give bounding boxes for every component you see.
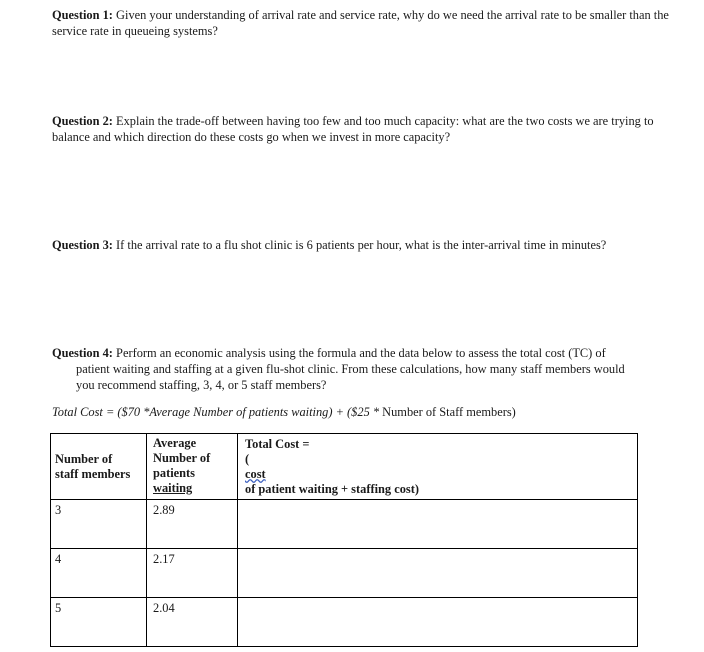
question-1-label: Question 1: (52, 8, 113, 22)
table-row (51, 549, 638, 598)
header-avg-line-4: waiting (153, 481, 193, 495)
header-avg-line-1: Average (153, 436, 197, 450)
total-cost-formula (52, 404, 516, 420)
question-1-text: Given your understanding of arrival rate and service rate, why do we need the arrival rate to be smaller than the service rate in queueing systems? (52, 8, 669, 38)
question-4-line-2: patient waiting and staffing at a given flu-shot clinic. From these calculations, how many staff members would (76, 362, 625, 376)
header-staff-line-2: staff members (55, 466, 131, 481)
question-3-text: If the arrival rate to a flu shot clinic is 6 patients per hour, what is the inter-arrival time in minutes? (116, 238, 607, 252)
question-4 (52, 345, 682, 393)
header-total-line-1: Total Cost = (245, 436, 310, 451)
cell-total-cost[interactable] (238, 598, 638, 647)
question-4-label: Question 4: (52, 346, 113, 360)
header-total-line-2 (245, 452, 633, 497)
header-total-paren: ( (245, 451, 250, 466)
question-2-text: Explain the trade-off between having too few and too much capacity: what are the two costs we are trying to balance and which direction do these costs go when we invest in more capacity? (52, 114, 654, 144)
cell-staff: 3 (51, 500, 147, 549)
cell-staff: 4 (51, 549, 147, 598)
question-3-label: Question 3: (52, 238, 113, 252)
question-4-line-1: Perform an economic analysis using the formula and the data below to assess the total cost (TC) of (116, 346, 606, 360)
header-avg-line-3: patients (153, 466, 195, 480)
cost-table (50, 433, 638, 647)
table-row (51, 598, 638, 647)
table-row (51, 500, 638, 549)
cell-avg-waiting: 2.04 (147, 598, 238, 647)
header-staff-line-1: Number of (55, 451, 113, 466)
question-3 (52, 237, 682, 253)
cell-total-cost[interactable] (238, 500, 638, 549)
cell-avg-waiting: 2.17 (147, 549, 238, 598)
table-header-row (51, 434, 638, 500)
cell-avg-waiting: 2.89 (147, 500, 238, 549)
question-2 (52, 113, 682, 145)
header-avg-line-2: Number of (153, 451, 211, 465)
header-avg-waiting (147, 434, 238, 500)
question-2-label: Question 2: (52, 114, 113, 128)
header-total-rest: of patient waiting + staffing cost) (245, 481, 419, 496)
header-staff-members (51, 434, 147, 500)
formula-plain-part: Number of Staff members) (379, 405, 516, 419)
question-4-line-3: you recommend staffing, 3, 4, or 5 staff members? (76, 378, 327, 392)
question-1 (52, 7, 682, 39)
cell-staff: 5 (51, 598, 147, 647)
formula-italic-part: Total Cost = ($70 *Average Number of patients waiting) + ($25 * (52, 405, 380, 419)
cell-total-cost[interactable] (238, 549, 638, 598)
header-total-cost-word: cost (245, 466, 266, 481)
header-total-cost (238, 434, 638, 500)
